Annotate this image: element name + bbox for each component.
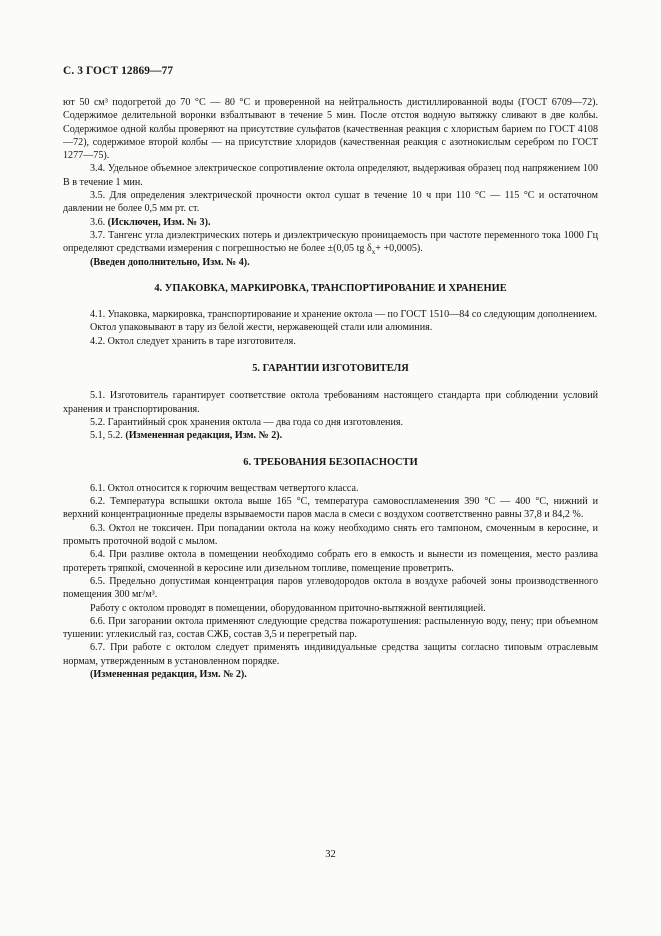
section-6-title: 6. ТРЕБОВАНИЯ БЕЗОПАСНОСТИ <box>243 456 418 468</box>
amendment-note <box>63 256 598 269</box>
paragraph-4-1-addition: Октол упаковывают в тару из белой жести, нержавеющей стали или алюминия. <box>90 322 433 334</box>
document-body <box>63 96 598 681</box>
amendment-note: (Исключен, Изм. № 3). <box>107 216 211 228</box>
paragraph-6-3: 6.3. Октол не токсичен. При попадании октола на кожу необходимо снять его тампоном, смоченным в керосине, и промыть проточной водой с мылом. <box>63 522 598 548</box>
clause-number: 3.6. <box>90 216 106 228</box>
paragraph-6-5: 6.5. Предельно допустимая концентрация паров углеводородов октола в воздухе рабочей зоны производственного помещения 300 мг/м³. <box>63 575 598 601</box>
paragraph-3-4: 3.4. Удельное объемное электрическое сопротивление октола определяют, выдерживая образец под напряжением 100 В в течение 1 мин. <box>63 163 598 188</box>
page-number: 32 <box>325 849 336 860</box>
paragraph-4-2: 4.2. Октол следует хранить в таре изготовителя. <box>90 335 296 347</box>
amendment-note-text: (Введен дополнительно, Изм. № 4). <box>90 256 250 268</box>
paragraph-3-6 <box>63 216 598 229</box>
paragraph-3-7 <box>63 229 598 256</box>
subscript-x: x <box>371 248 376 257</box>
clause-number: 5.1, 5.2. <box>90 430 123 442</box>
paragraph-5-2: 5.2. Гарантийный срок хранения октола — два года со дня изготовления. <box>90 416 404 428</box>
paragraph-3-7-text: 3.7. Тангенс угла диэлектрических потерь и диэлектрическую проницаемость при частоте переменного тока 1000 Гц определяют средствами измерения с погрешностью не более ±(0,05 tg δ <box>63 229 598 255</box>
paragraph-6-4: 6.4. При разливе октола в помещении необходимо собрать его в емкость и вынести из помещения, место разлива протереть тряпкой, смоченной в керосине или дизельном топливе, помещение проветрить. <box>63 549 598 574</box>
amendment-note-text: (Измененная редакция, Изм. № 2). <box>125 430 283 442</box>
paragraph-continuation: ют 50 см³ подогретой до 70 °С — 80 °С и проверенной на нейтральность дистиллированной воды (ГОСТ 6709—72). Содержимое делительной воронки взбалтывают в течение 5 мин. После отстоя водную вытяжку сливают в две колбы. Содержимое одной колбы проверяют на присутствие сульфатов (качественная реакция с хлористым барием по ГОСТ 4108—72), содержимое второй колбы — на присутствие хлоридов (качественная реакция с азотнокислым серебром по ГОСТ 1277—75). <box>63 97 598 162</box>
amendment-note <box>63 429 598 442</box>
running-header: С. 3 ГОСТ 12869—77 <box>63 65 174 77</box>
section-4-title: 4. УПАКОВКА, МАРКИРОВКА, ТРАНСПОРТИРОВАНИЕ И ХРАНЕНИЕ <box>154 282 507 294</box>
section-5-title: 5. ГАРАНТИИ ИЗГОТОВИТЕЛЯ <box>252 363 409 375</box>
paragraph-6-2: 6.2. Температура вспышки октола выше 165 °С, температура самовоспламенения 390 °С — 400 °С, нижний и верхний концентрационные пределы взрываемости паров масла в смеси с воздухом соответственно равны 37,8 и 84,2 %. <box>63 496 598 521</box>
paragraph-5-1: 5.1. Изготовитель гарантирует соответствие октола требованиям настоящего стандарта при соблюдении условий хранения и транспортирования. <box>63 390 598 415</box>
amendment-note-text: (Измененная редакция, Изм. № 2). <box>90 668 247 680</box>
paragraph-6-6: 6.6. При загорании октола применяют следующие средства пожаротушения: распыленную воду, пену; при объемном тушении: углекислый газ, состав СЖБ, состав 3,5 и перегретый пар. <box>63 615 598 641</box>
amendment-note <box>63 668 598 681</box>
paragraph-3-7-tail: + +0,0005). <box>375 243 423 255</box>
paragraph-6-5-ventilation: Работу с октолом проводят в помещении, оборудованном приточно-вытяжной вентиляцией. <box>90 602 486 614</box>
paragraph-3-5: 3.5. Для определения электрической прочности октол сушат в течение 10 ч при 110 °С — 115 °С и остаточном давлении не более 0,5 мм рт. ст. <box>63 190 598 215</box>
paragraph-4-1: 4.1. Упаковка, маркировка, транспортирование и хранение октола — по ГОСТ 1510—84 со следующим дополнением. <box>90 309 598 321</box>
paragraph-6-7: 6.7. При работе с октолом следует применять индивидуальные средства защиты согласно типовым отраслевым нормам, утвержденным в установленном порядке. <box>63 642 598 667</box>
paragraph-6-1: 6.1. Октол относится к горючим веществам четвертого класса. <box>90 482 359 494</box>
